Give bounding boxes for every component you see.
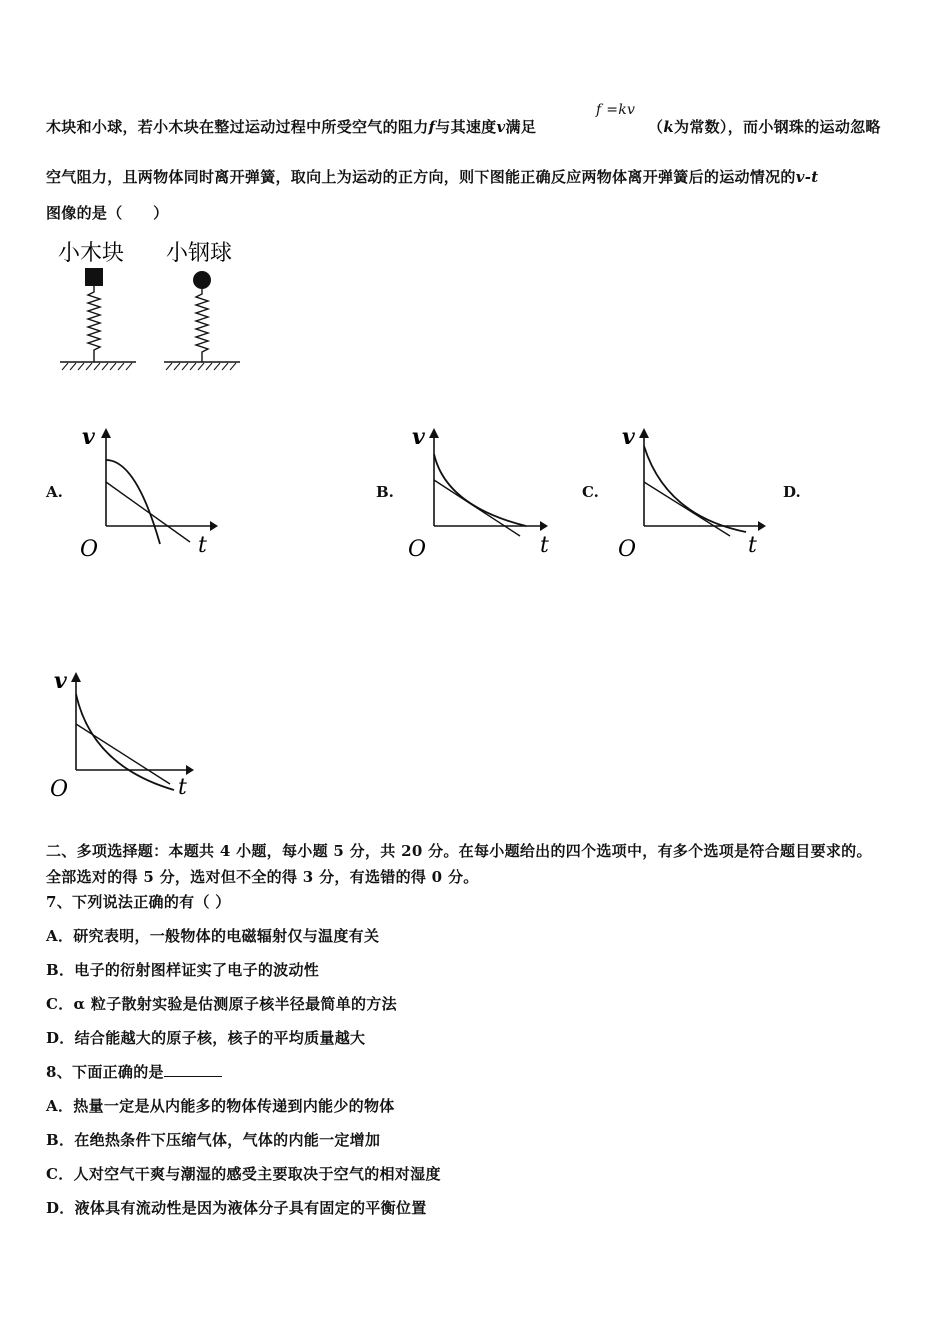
q8-stem xyxy=(46,1061,222,1082)
q8-stem-text: 8、下面正确的是 xyxy=(46,1063,164,1081)
option-c-label[interactable]: C. xyxy=(582,483,599,501)
wood-block xyxy=(85,268,103,286)
graph-d xyxy=(50,668,200,808)
q6-line2 xyxy=(46,166,819,187)
var-v: v xyxy=(496,118,506,136)
t-axis-arrow xyxy=(758,521,766,531)
section2-line1: 二、多项选择题：本题共 4 小题，每小题 5 分，共 20 分。在每小题给出的四个选项中，有多个选项是符合题目要求的。 xyxy=(46,842,872,860)
curve-wood xyxy=(434,454,526,526)
axis-origin: O xyxy=(80,537,99,562)
option-d-label[interactable]: D. xyxy=(783,483,801,501)
var-f: f xyxy=(428,118,436,136)
label-steel: 小钢球 xyxy=(166,241,233,266)
steel-ball xyxy=(193,271,211,289)
line-steel xyxy=(644,482,730,536)
q6-line1-d-text: 为常数），而小钢珠的运动忽略 xyxy=(674,118,881,136)
graph-b xyxy=(408,424,548,564)
v-axis-arrow xyxy=(101,428,111,438)
spring-right xyxy=(196,289,208,362)
q6-line2-text: 空气阻力，且两物体同时离开弹簧，取向上为运动的正方向，则下图能正确反应两物体离开弹簧后的运动情况的 xyxy=(46,168,796,186)
t-axis-arrow xyxy=(186,765,194,775)
axis-t: t xyxy=(748,533,757,558)
q8-option-a[interactable]: A．热量一定是从内能多的物体传递到内能少的物体 xyxy=(46,1097,395,1115)
v-axis-arrow xyxy=(429,428,439,438)
q6-line1-c: 满足 xyxy=(505,118,537,136)
axis-v: v xyxy=(54,668,67,694)
q7-stem: 7、下列说法正确的有（ ） xyxy=(46,893,231,911)
option-a-label[interactable]: A. xyxy=(46,483,63,501)
option-b-label[interactable]: B. xyxy=(376,483,394,501)
var-k: k xyxy=(663,118,675,136)
formula-f-kv: f =kv xyxy=(596,102,636,118)
q6-line3: 图像的是（ ） xyxy=(46,204,169,222)
q6-line1-b: 与其速度 xyxy=(435,118,497,136)
graph-c xyxy=(618,424,768,564)
ground-hatch-left xyxy=(62,363,132,370)
axis-t: t xyxy=(178,775,187,800)
q7-option-b[interactable]: B．电子的衍射图样证实了电子的波动性 xyxy=(46,961,320,979)
curve-wood xyxy=(76,694,174,790)
q6-line1-d xyxy=(648,116,881,137)
axis-t: t xyxy=(540,533,549,558)
q8-option-b[interactable]: B．在绝热条件下压缩气体，气体的内能一定增加 xyxy=(46,1131,381,1149)
answer-blank xyxy=(164,1064,222,1077)
section2-line2: 全部选对的得 5 分，选对但不全的得 3 分，有选错的得 0 分。 xyxy=(46,868,479,886)
q8-option-d[interactable]: D．液体具有流动性是因为液体分子具有固定的平衡位置 xyxy=(46,1199,427,1217)
spring-figure xyxy=(50,236,250,386)
q7-option-a[interactable]: A．研究表明，一般物体的电磁辐射仅与温度有关 xyxy=(46,927,380,945)
line-steel xyxy=(434,480,520,536)
ground-hatch-right xyxy=(166,363,236,370)
line-steel xyxy=(106,482,190,542)
axis-v: v xyxy=(82,424,95,450)
axis-v: v xyxy=(622,424,635,450)
label-wood: 小木块 xyxy=(58,241,125,266)
q8-option-c[interactable]: C．人对空气干爽与潮湿的感受主要取决于空气的相对湿度 xyxy=(46,1165,441,1183)
axis-origin: O xyxy=(50,777,69,802)
line-steel xyxy=(76,724,170,784)
q7-option-d[interactable]: D．结合能越大的原子核，核子的平均质量越大 xyxy=(46,1029,366,1047)
q6-line1-a: 木块和小球，若小木块在整过运动过程中所受空气的阻力 xyxy=(46,118,429,136)
axis-origin: O xyxy=(408,537,427,562)
q7-option-c[interactable]: C．α 粒子散射实验是估测原子核半径最简单的方法 xyxy=(46,995,397,1013)
axis-v: v xyxy=(412,424,425,450)
q6-line1 xyxy=(46,116,536,137)
axis-origin: O xyxy=(618,537,637,562)
t-axis-arrow xyxy=(540,521,548,531)
axis-t: t xyxy=(198,533,207,558)
v-axis-arrow xyxy=(71,672,81,682)
graph-a xyxy=(78,424,218,564)
vt-label: v-t xyxy=(795,168,819,186)
spring-left xyxy=(88,286,100,362)
curve-wood xyxy=(644,446,746,532)
t-axis-arrow xyxy=(210,521,218,531)
paren-open: （ xyxy=(648,118,664,136)
v-axis-arrow xyxy=(639,428,649,438)
